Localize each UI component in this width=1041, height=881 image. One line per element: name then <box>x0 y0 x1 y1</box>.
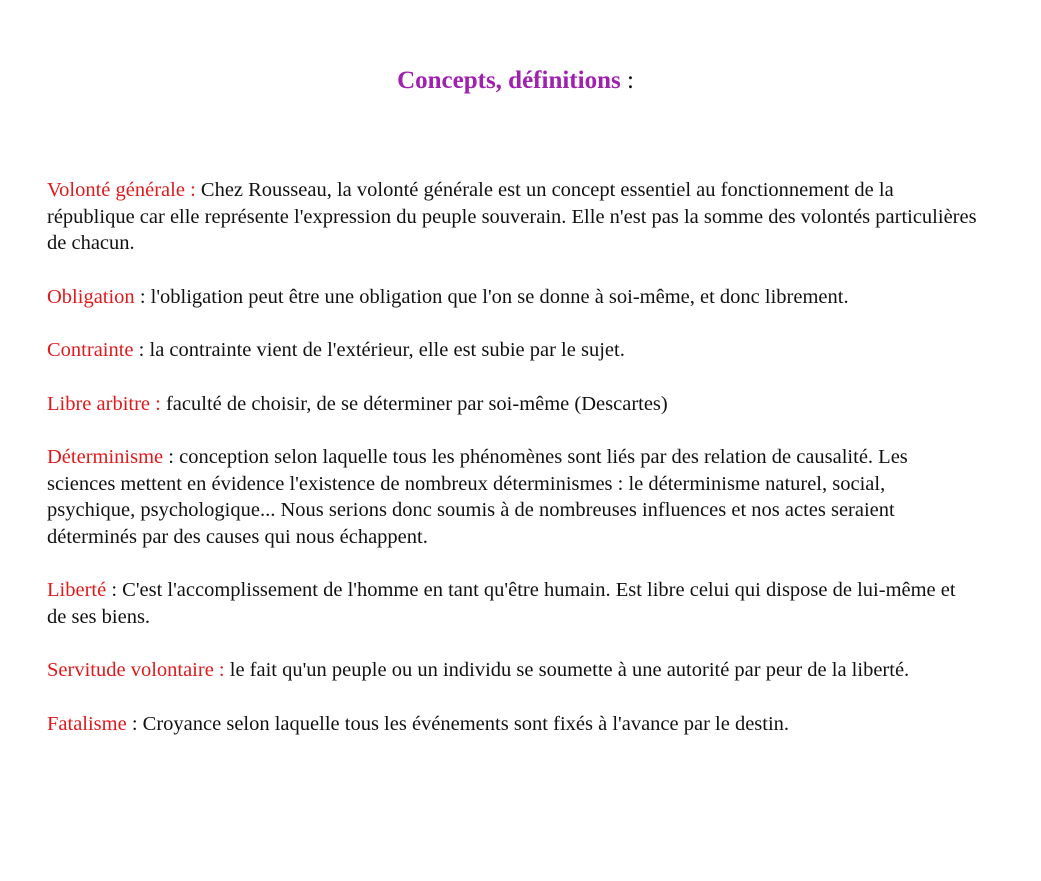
definition-entry-determinisme <box>47 444 977 550</box>
definition-entry-volonte-generale <box>47 177 977 257</box>
entry-definition: faculté de choisir, de se déterminer par soi-même (Descartes) <box>165 392 668 415</box>
entry-definition: C'est l'accomplissement de l'homme en tant qu'être humain. Est libre celui qui dispose de lui-même et de ses biens. <box>47 579 956 628</box>
definition-entry-liberte <box>47 577 977 630</box>
entry-definition: le fait qu'un peuple ou un individu se soumette à une autorité par peur de la liberté. <box>229 659 910 681</box>
entry-separator: : <box>126 712 143 735</box>
entry-term: Libre arbitre : <box>47 392 161 415</box>
definition-entry-obligation <box>47 284 977 311</box>
entry-definition: Croyance selon laquelle tous les événements sont fixés à l'avance par le destin. <box>142 712 790 735</box>
definition-entry-libre-arbitre <box>47 391 977 418</box>
entry-separator: : <box>134 285 151 308</box>
entry-definition: Chez Rousseau, la volonté générale est un concept essentiel au fonctionnement de la république car elle représente l'expression du peuple souverain. Elle n'est pas la somme des volontés particulières de chacun. <box>47 179 977 254</box>
definitions-list <box>47 177 977 764</box>
entry-definition: l'obligation peut être une obligation que l'on se donne à soi-même, et donc librement. <box>150 285 849 308</box>
entry-separator: : <box>133 339 150 361</box>
entry-term: Déterminisme <box>47 446 164 468</box>
entry-term: Servitude volontaire : <box>47 659 225 681</box>
definition-entry-servitude-volontaire <box>47 657 977 684</box>
entry-separator: : <box>163 446 180 468</box>
entry-definition: la contrainte vient de l'extérieur, elle est subie par le sujet. <box>149 339 625 361</box>
title-text: Concepts, définitions <box>397 67 621 94</box>
definition-entry-contrainte <box>47 337 977 364</box>
entry-term: Contrainte <box>47 339 134 361</box>
entry-term: Fatalisme <box>47 712 127 735</box>
entry-separator: : <box>106 579 123 601</box>
entry-definition: conception selon laquelle tous les phénomènes sont liés par des relation de causalité. Les sciences mettent en évidence l'existence de nombreux déterminismes : le déterminisme naturel, social, psychique, psychologique... Nous serions donc soumis à de nombreuses influences et nos actes seraient déterminés par des causes qui nous échappent. <box>47 446 908 548</box>
entry-term: Volonté générale : <box>47 179 196 201</box>
entry-term: Liberté <box>47 579 107 601</box>
title-colon: : <box>620 67 634 94</box>
page-title <box>0 64 1031 98</box>
definition-entry-fatalisme <box>47 711 977 738</box>
entry-term: Obligation <box>47 285 135 308</box>
